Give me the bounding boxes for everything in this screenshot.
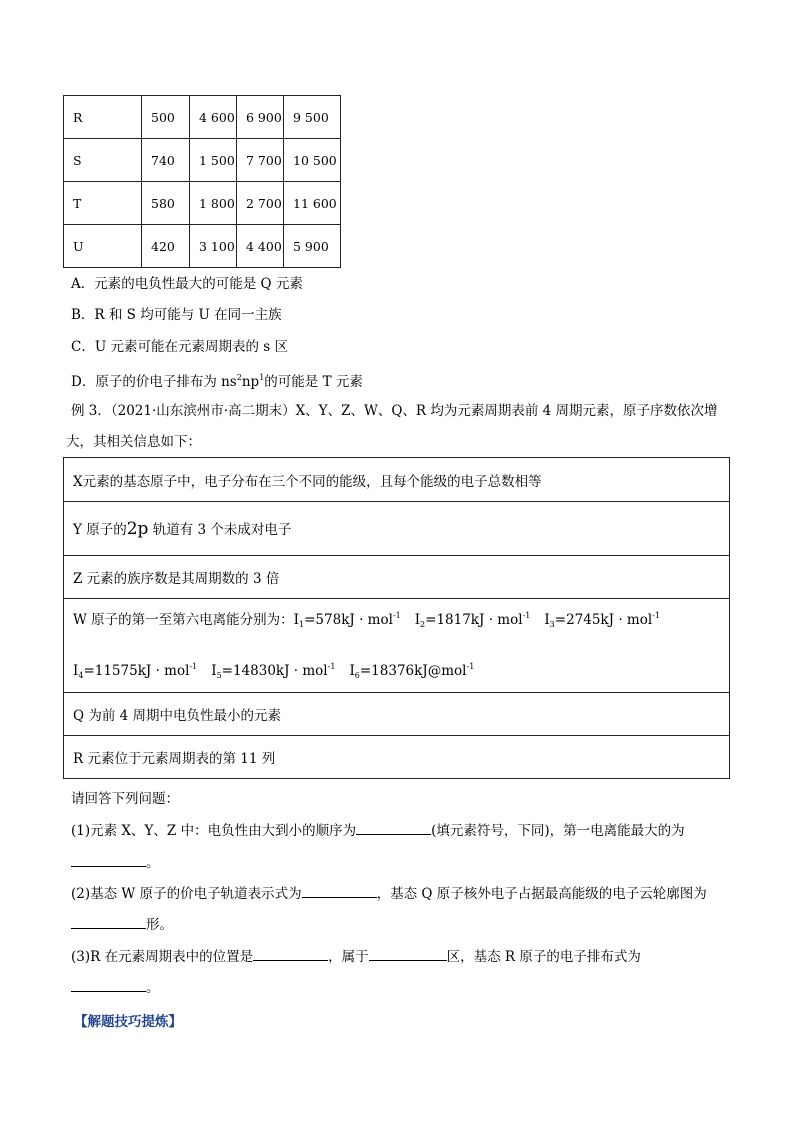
info-y (64, 502, 730, 556)
superscript: 1 (259, 373, 265, 382)
table-cell: 9 500 (284, 96, 341, 139)
option-d (71, 368, 363, 392)
table-cell: 2 700 (237, 182, 284, 225)
questions-prompt: 请回答下列问题： (71, 791, 179, 807)
table-cell: 420 (142, 225, 190, 268)
table-cell: 7 700 (237, 139, 284, 182)
question-1-cont (71, 852, 160, 873)
orbital-label: 2p (126, 519, 149, 539)
table-cell: 4 400 (237, 225, 284, 268)
option-d-text: D．原子的价电子排布为 ns (71, 374, 237, 390)
answer-blank[interactable] (356, 820, 431, 835)
info-y-text: 轨道有 3 个未成对电子 (152, 522, 292, 538)
table-cell: U (64, 225, 142, 268)
table-cell: 10 500 (284, 139, 341, 182)
answer-blank[interactable] (71, 914, 146, 929)
option-a: A．元素的电负性最大的可能是 Q 元素 (71, 276, 303, 292)
question-1 (71, 820, 685, 841)
table-cell: 1 500 (190, 139, 237, 182)
energy-value: =11575kJ · mol (83, 662, 190, 679)
option-b: B．R 和 S 均可能与 U 在同一主族 (71, 307, 282, 323)
table-cell: 4 600 (190, 96, 237, 139)
question-text: 。 (146, 855, 160, 871)
subscript: 3 (549, 619, 555, 629)
answer-blank[interactable] (71, 852, 146, 867)
question-text: ，属于 (328, 949, 369, 965)
question-text: (2)基态 W 原子的价电子轨道表示式为 (71, 886, 302, 902)
superscript: -1 (522, 610, 531, 620)
table-cell: 500 (142, 96, 190, 139)
question-3-cont (71, 977, 160, 998)
question-text: (1)元素 X、Y、Z 中：电负性由大到小的顺序为 (71, 823, 357, 839)
superscript: -1 (466, 661, 475, 671)
table-row (64, 693, 730, 736)
info-r: R 元素位于元素周期表的第 11 列 (64, 736, 730, 779)
question-2 (71, 883, 707, 904)
table-cell: 6 900 (237, 96, 284, 139)
table-cell: S (64, 139, 142, 182)
question-3 (71, 946, 641, 967)
table-row (64, 225, 341, 268)
superscript: -1 (652, 610, 660, 620)
subscript: 6 (354, 670, 360, 680)
answer-blank[interactable] (71, 977, 146, 992)
info-z: Z 元素的族序数是其周期数的 3 倍 (64, 556, 730, 599)
option-d-text: np (241, 374, 260, 390)
info-w-line: W 原子的第一至第六电离能分别为：$I_1=578kJ \cdot mol^{-1}$ $I_2=1817kJ \cdot mol^{-1}$ $I_3=2745kJ \cdot mol^{-1}$ (73, 610, 660, 629)
table-row (64, 502, 730, 556)
superscript: 2 (236, 373, 242, 382)
table-row (64, 458, 730, 502)
energy-value: =18376kJ@mol (359, 662, 467, 679)
energy-value: =14830kJ · mol (221, 662, 328, 679)
table-cell: R (64, 96, 142, 139)
answer-blank[interactable] (253, 946, 328, 961)
table-row (64, 736, 730, 779)
subscript: 1 (299, 619, 305, 629)
question-text: 形。 (146, 917, 173, 933)
info-x: X元素的基态原子中，电子分布在三个不同的能级，且每个能级的电子总数相等 (64, 458, 730, 502)
table-cell: 1 800 (190, 182, 237, 225)
info-w (64, 599, 730, 693)
question-2-cont (71, 914, 173, 935)
question-text: 区，基态 R 原子的电子排布式为 (446, 949, 641, 965)
superscript: -1 (327, 661, 336, 671)
table-cell: 11 600 (284, 182, 341, 225)
table-cell: 740 (142, 139, 190, 182)
energy-value: =1817kJ · mol (425, 611, 523, 628)
table-row (64, 556, 730, 599)
table-row (64, 182, 341, 225)
superscript: -1 (392, 610, 401, 620)
table-cell: T (64, 182, 142, 225)
answer-blank[interactable] (302, 883, 377, 898)
table-row (64, 139, 341, 182)
option-d-text: 的可能是 T 元素 (264, 374, 363, 390)
table-cell: 3 100 (190, 225, 237, 268)
example-heading-cont: 大，其相关信息如下： (66, 434, 201, 450)
info-w-line: $I_4=11575kJ \cdot mol^{-1}$ $I_5=14830kJ \cdot mol^{-1}$ $I_6=18376kJ@mol^{-1}$ (73, 661, 475, 680)
answer-blank[interactable] (369, 946, 447, 961)
table-row (64, 96, 341, 139)
info-w-text: W 原子的第一至第六电离能分别为： (73, 611, 294, 628)
info-y-text: Y 原子的 (73, 522, 127, 538)
example-heading: 例 3．（2021·山东滨州市·高二期末）X、Y、Z、W、Q、R 均为元素周期表前 4 周期元素，原子序数依次增 (71, 403, 718, 419)
question-text: (填元素符号，下同)，第一电离能最大的为 (431, 823, 685, 839)
element-info-table (63, 457, 730, 779)
energy-value: =578kJ · mol (304, 611, 393, 628)
question-text: ，基态 Q 原子核外电子占据最高能级的电子云轮廓图为 (376, 886, 707, 902)
option-c: C．U 元素可能在元素周期表的 s 区 (71, 339, 289, 355)
superscript: -1 (189, 661, 198, 671)
question-text: 。 (146, 980, 160, 996)
energy-value: =2745kJ · mol (554, 611, 653, 628)
ionization-energy-table (63, 95, 341, 268)
table-row (64, 599, 730, 693)
info-q: Q 为前 4 周期中电负性最小的元素 (64, 693, 730, 736)
question-text: (3)R 在元素周期表中的位置是 (71, 949, 254, 965)
subscript: 2 (420, 619, 426, 629)
tips-heading: 【解题技巧提炼】 (74, 1014, 182, 1030)
subscript: 5 (216, 670, 222, 680)
subscript: 4 (78, 670, 84, 680)
table-cell: 580 (142, 182, 190, 225)
table-cell: 5 900 (284, 225, 341, 268)
